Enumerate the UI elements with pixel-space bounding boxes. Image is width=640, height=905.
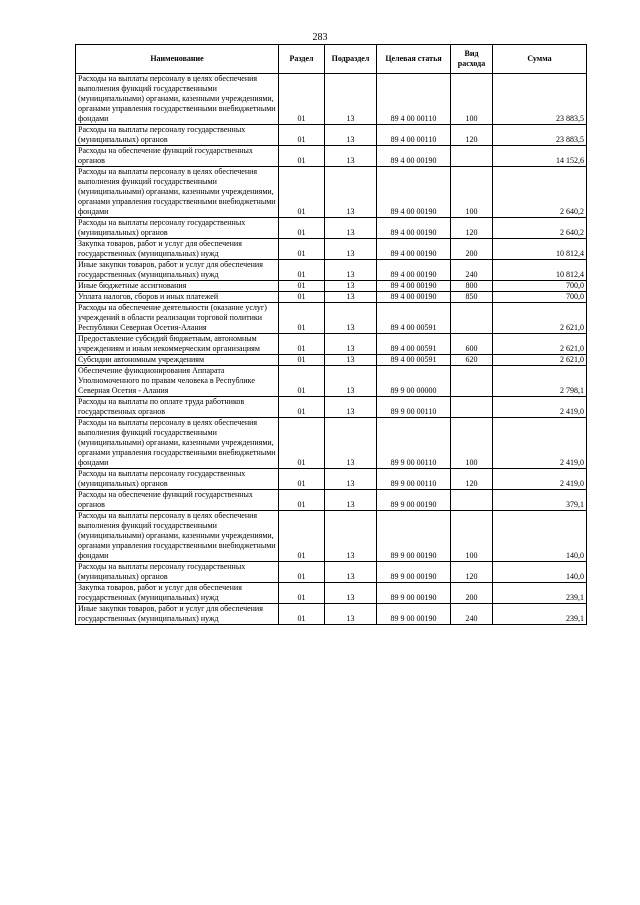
cell-subsection: 13 [325, 334, 377, 355]
cell-sum: 2 640,2 [493, 167, 587, 218]
cell-kind: 600 [451, 334, 493, 355]
table-row [76, 604, 587, 625]
header-subsection: Подраздел [325, 45, 377, 74]
cell-kind: 800 [451, 281, 493, 292]
cell-section: 01 [279, 146, 325, 167]
cell-kind [451, 303, 493, 334]
table-row [76, 334, 587, 355]
cell-section: 01 [279, 239, 325, 260]
cell-target: 89 9 00 00190 [377, 511, 451, 562]
cell-sum: 700,0 [493, 281, 587, 292]
table-row [76, 490, 587, 511]
cell-kind [451, 397, 493, 418]
cell-name: Расходы на выплаты персоналу в целях обеспечения выполнения функций государственными (муниципальными) органами, казенными учреждениями, органами управления государственными внебюджетными фондами [76, 74, 279, 125]
table-row [76, 562, 587, 583]
cell-kind [451, 146, 493, 167]
cell-subsection: 13 [325, 355, 377, 366]
cell-section: 01 [279, 397, 325, 418]
cell-sum: 379,1 [493, 490, 587, 511]
header-kind: Вид расхода [451, 45, 493, 74]
table-row [76, 583, 587, 604]
cell-subsection: 13 [325, 469, 377, 490]
table-row [76, 397, 587, 418]
cell-subsection: 13 [325, 303, 377, 334]
cell-section: 01 [279, 562, 325, 583]
cell-sum: 2 419,0 [493, 397, 587, 418]
cell-name: Субсидии автономным учреждениям [76, 355, 279, 366]
table-row [76, 260, 587, 281]
cell-subsection: 13 [325, 125, 377, 146]
cell-sum: 10 812,4 [493, 239, 587, 260]
cell-section: 01 [279, 418, 325, 469]
cell-subsection: 13 [325, 146, 377, 167]
table-row [76, 355, 587, 366]
table-row [76, 167, 587, 218]
cell-name: Расходы на выплаты персоналу государственных (муниципальных) органов [76, 469, 279, 490]
cell-sum: 14 152,6 [493, 146, 587, 167]
cell-sum: 2 798,1 [493, 366, 587, 397]
cell-subsection: 13 [325, 604, 377, 625]
cell-target: 89 4 00 00591 [377, 334, 451, 355]
cell-target: 89 9 00 00190 [377, 490, 451, 511]
cell-name: Предоставление субсидий бюджетным, автономным учреждениям и иным некоммерческим организациям [76, 334, 279, 355]
cell-name: Обеспечение функционирования Аппарата Уполномоченного по правам человека в Республике Северная Осетия - Алания [76, 366, 279, 397]
cell-target: 89 4 00 00190 [377, 292, 451, 303]
cell-subsection: 13 [325, 218, 377, 239]
cell-section: 01 [279, 366, 325, 397]
cell-section: 01 [279, 604, 325, 625]
cell-name: Уплата налогов, сборов и иных платежей [76, 292, 279, 303]
cell-sum: 23 883,5 [493, 74, 587, 125]
cell-section: 01 [279, 334, 325, 355]
cell-subsection: 13 [325, 74, 377, 125]
cell-name: Закупка товаров, работ и услуг для обеспечения государственных (муниципальных) нужд [76, 583, 279, 604]
cell-section: 01 [279, 490, 325, 511]
cell-kind: 240 [451, 260, 493, 281]
cell-subsection: 13 [325, 260, 377, 281]
cell-sum: 239,1 [493, 604, 587, 625]
cell-sum: 2 621,0 [493, 303, 587, 334]
cell-target: 89 4 00 00110 [377, 74, 451, 125]
table-row [76, 146, 587, 167]
cell-sum: 2 621,0 [493, 355, 587, 366]
cell-kind: 200 [451, 239, 493, 260]
table-row [76, 218, 587, 239]
cell-sum: 2 621,0 [493, 334, 587, 355]
table-row [76, 281, 587, 292]
table-row [76, 366, 587, 397]
cell-subsection: 13 [325, 281, 377, 292]
table-row [76, 125, 587, 146]
cell-sum: 2 419,0 [493, 469, 587, 490]
header-row [76, 45, 587, 74]
cell-target: 89 4 00 00190 [377, 218, 451, 239]
cell-name: Расходы на обеспечение деятельности (оказание услуг) учреждений в области реализации торговой политики Республики Северная Осетия-Алания [76, 303, 279, 334]
cell-name: Расходы на обеспечение функций государственных органов [76, 490, 279, 511]
cell-subsection: 13 [325, 292, 377, 303]
cell-subsection: 13 [325, 583, 377, 604]
cell-kind: 200 [451, 583, 493, 604]
cell-section: 01 [279, 125, 325, 146]
cell-kind: 120 [451, 469, 493, 490]
cell-name: Иные закупки товаров, работ и услуг для обеспечения государственных (муниципальных) нужд [76, 260, 279, 281]
cell-target: 89 4 00 00110 [377, 125, 451, 146]
cell-target: 89 9 00 00000 [377, 366, 451, 397]
cell-section: 01 [279, 167, 325, 218]
cell-sum: 140,0 [493, 511, 587, 562]
cell-target: 89 4 00 00190 [377, 167, 451, 218]
header-target: Целевая статья [377, 45, 451, 74]
cell-subsection: 13 [325, 397, 377, 418]
cell-name: Расходы на выплаты персоналу в целях обеспечения выполнения функций государственными (муниципальными) органами, казенными учреждениями, органами управления государственными внебюджетными фондами [76, 418, 279, 469]
cell-target: 89 9 00 00190 [377, 583, 451, 604]
cell-kind [451, 490, 493, 511]
cell-sum: 10 812,4 [493, 260, 587, 281]
cell-sum: 700,0 [493, 292, 587, 303]
table-body [76, 74, 587, 625]
cell-section: 01 [279, 281, 325, 292]
cell-name: Расходы на выплаты по оплате труда работников государственных органов [76, 397, 279, 418]
cell-sum: 239,1 [493, 583, 587, 604]
cell-target: 89 4 00 00190 [377, 239, 451, 260]
budget-table [75, 44, 587, 625]
cell-target: 89 4 00 00190 [377, 260, 451, 281]
cell-kind: 120 [451, 218, 493, 239]
cell-section: 01 [279, 74, 325, 125]
cell-name: Закупка товаров, работ и услуг для обеспечения государственных (муниципальных) нужд [76, 239, 279, 260]
cell-section: 01 [279, 469, 325, 490]
table-row [76, 292, 587, 303]
cell-target: 89 4 00 00591 [377, 355, 451, 366]
cell-target: 89 4 00 00591 [377, 303, 451, 334]
cell-subsection: 13 [325, 366, 377, 397]
cell-subsection: 13 [325, 490, 377, 511]
cell-sum: 2 640,2 [493, 218, 587, 239]
cell-name: Иные бюджетные ассигнования [76, 281, 279, 292]
table-header [76, 45, 587, 74]
cell-subsection: 13 [325, 511, 377, 562]
cell-subsection: 13 [325, 562, 377, 583]
cell-kind [451, 366, 493, 397]
cell-kind: 120 [451, 562, 493, 583]
table-row [76, 511, 587, 562]
cell-sum: 2 419,0 [493, 418, 587, 469]
cell-section: 01 [279, 355, 325, 366]
cell-kind: 100 [451, 511, 493, 562]
cell-subsection: 13 [325, 167, 377, 218]
cell-name: Расходы на выплаты персоналу государственных (муниципальных) органов [76, 125, 279, 146]
cell-target: 89 4 00 00190 [377, 281, 451, 292]
cell-name: Расходы на обеспечение функций государственных органов [76, 146, 279, 167]
cell-target: 89 4 00 00190 [377, 146, 451, 167]
cell-section: 01 [279, 292, 325, 303]
cell-subsection: 13 [325, 418, 377, 469]
cell-section: 01 [279, 583, 325, 604]
cell-name: Расходы на выплаты персоналу государственных (муниципальных) органов [76, 562, 279, 583]
cell-name: Расходы на выплаты персоналу в целях обеспечения выполнения функций государственными (муниципальными) органами, казенными учреждениями, органами управления государственными внебюджетными фондами [76, 167, 279, 218]
header-name: Наименование [76, 45, 279, 74]
cell-kind: 100 [451, 418, 493, 469]
cell-section: 01 [279, 511, 325, 562]
page-number: 283 [312, 32, 328, 43]
cell-kind: 240 [451, 604, 493, 625]
cell-name: Расходы на выплаты персоналу в целях обеспечения выполнения функций государственными (муниципальными) органами, казенными учреждениями, органами управления государственными внебюджетными фондами [76, 511, 279, 562]
cell-kind: 100 [451, 167, 493, 218]
cell-kind: 850 [451, 292, 493, 303]
cell-kind: 120 [451, 125, 493, 146]
cell-sum: 23 883,5 [493, 125, 587, 146]
header-section: Раздел [279, 45, 325, 74]
table-row [76, 239, 587, 260]
cell-target: 89 9 00 00110 [377, 469, 451, 490]
cell-kind: 100 [451, 74, 493, 125]
cell-name: Расходы на выплаты персоналу государственных (муниципальных) органов [76, 218, 279, 239]
cell-section: 01 [279, 218, 325, 239]
cell-name: Иные закупки товаров, работ и услуг для обеспечения государственных (муниципальных) нужд [76, 604, 279, 625]
table-row [76, 303, 587, 334]
header-sum: Сумма [493, 45, 587, 74]
cell-section: 01 [279, 260, 325, 281]
cell-target: 89 9 00 00110 [377, 397, 451, 418]
cell-sum: 140,0 [493, 562, 587, 583]
table-row [76, 469, 587, 490]
cell-subsection: 13 [325, 239, 377, 260]
cell-section: 01 [279, 303, 325, 334]
cell-target: 89 9 00 00190 [377, 562, 451, 583]
cell-kind: 620 [451, 355, 493, 366]
table-row [76, 418, 587, 469]
cell-target: 89 9 00 00110 [377, 418, 451, 469]
cell-target: 89 9 00 00190 [377, 604, 451, 625]
table-row [76, 74, 587, 125]
